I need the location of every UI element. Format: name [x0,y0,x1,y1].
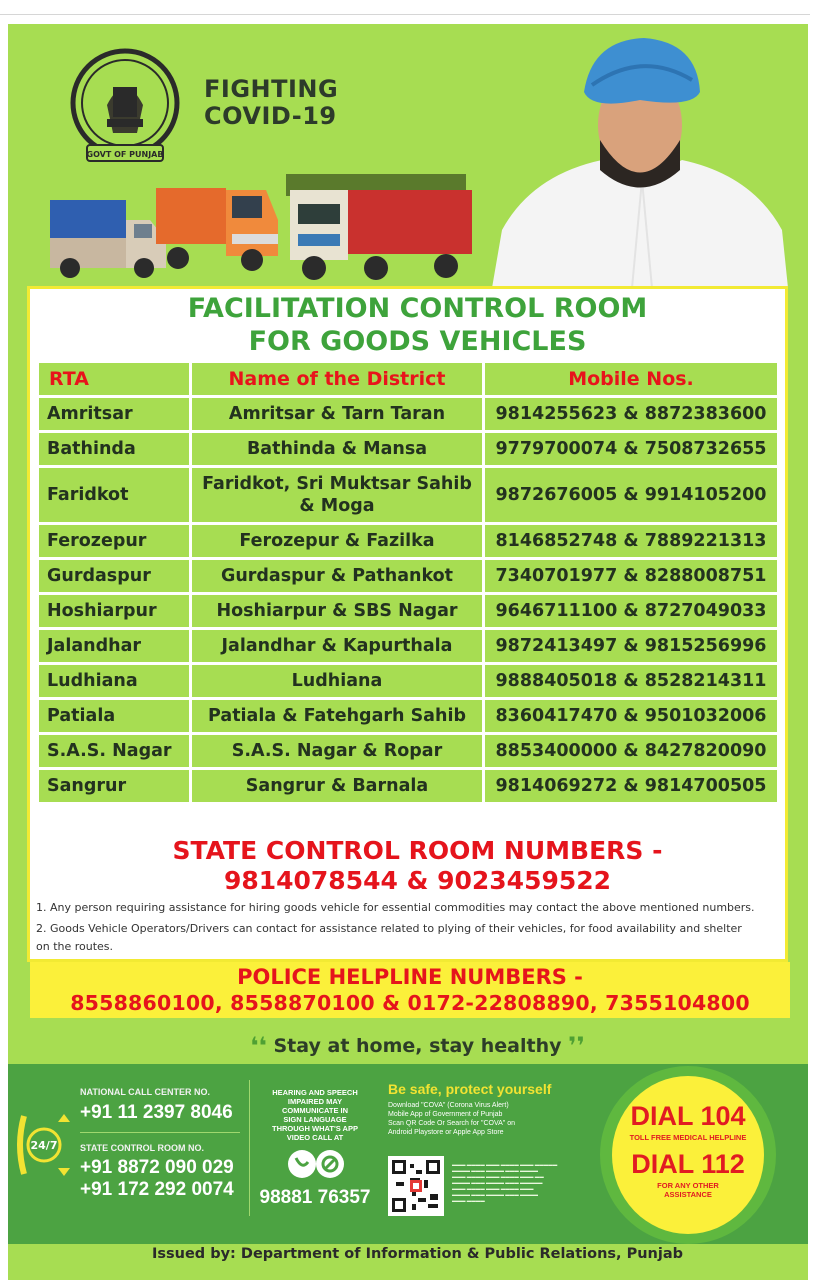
table-row [39,665,777,697]
fighting-line1: FIGHTING [204,75,339,103]
table-row [39,595,777,627]
chief-minister-portrait [492,30,788,288]
state-control-room-number-2: +91 172 292 0074 [80,1179,234,1200]
table-row [39,398,777,430]
district-cell: S.A.S. Nagar & Ropar [192,735,482,767]
table-row [39,630,777,662]
hearing-text-line: IMPAIRED MAY [287,1097,343,1106]
district-cell: Faridkot, Sri Muktsar Sahib & Moga [192,468,482,522]
table-header-row [39,363,777,395]
phone-24x7-icon [14,1106,76,1184]
note-2-continued: on the routes. [36,940,114,953]
hearing-text-line: VIDEO CALL AT [286,1133,344,1142]
dial-helpline-badge [612,1076,764,1234]
be-safe-title: Be safe, protect yourself [388,1081,552,1097]
mobile-cell: 9779700074 & 7508732655 [485,433,777,465]
fighting-line2: COVID-19 [204,102,337,130]
rta-cell: Gurdaspur [39,560,189,592]
open-quote-icon: ❛❛ [250,1032,267,1060]
cova-instruction-line: Mobile App of Government of Punjab [388,1111,503,1118]
whatsapp-video-icon [280,1148,350,1180]
state-control-room-number-1: +91 8872 090 029 [80,1157,234,1178]
table-row [39,770,777,802]
table-row [39,433,777,465]
column-header-mobile: Mobile Nos. [485,363,777,395]
table-row [39,700,777,732]
national-call-center-number: +91 11 2397 8046 [80,1102,233,1123]
emblem-label: GOVT OF PUNJAB [86,150,164,159]
district-cell: Bathinda & Mansa [192,433,482,465]
divider [249,1080,250,1216]
police-helpline-label: POLICE HELPLINE NUMBERS - [237,965,583,989]
cova-app-fine-print: ▬▬▬ ▬▬▬▬ ▬▬▬ ▬▬▬▬ ▬▬▬ ▬▬▬▬▬ ▬▬▬▬ ▬▬▬ ▬▬▬▬ ▬▬▬ ▬▬▬▬ ▬▬▬ ▬▬▬▬ ▬▬▬ ▬▬▬▬ ▬▬▬ ▬▬ ▬▬▬▬ ▬▬▬ ▬▬▬▬ ▬▬▬ ▬▬▬▬▬ ▬▬▬ ▬▬▬▬ ▬▬▬ ▬▬▬▬ ▬▬▬ ▬▬▬▬ ▬▬▬ ▬▬▬▬ ▬▬▬ ▬▬▬▬ ▬▬▬ ▬▬▬▬ [452,1162,558,1203]
police-helpline-numbers: 8558860100, 8558870100 & 0172-22808890, 7355104800 [70,991,750,1015]
issued-by-footer: Issued by: Department of Information & Public Relations, Punjab [151,1246,683,1262]
hearing-text-line: SIGN LANGUAGE [283,1115,347,1124]
mobile-cell: 9814069272 & 9814700505 [485,770,777,802]
rta-cell: Bathinda [39,433,189,465]
stay-home-text: Stay at home, stay healthy [273,1035,562,1057]
mobile-cell: 7340701977 & 8288008751 [485,560,777,592]
mobile-cell: 8360417470 & 9501032006 [485,700,777,732]
mobile-cell: 8853400000 & 8427820090 [485,735,777,767]
hearing-impaired-text [253,1088,377,1142]
mobile-cell: 9872413497 & 9815256996 [485,630,777,662]
hearing-text-line: COMMUNICATE IN [281,1106,349,1115]
police-helpline-banner [30,962,790,1018]
district-cell: Jalandhar & Kapurthala [192,630,482,662]
badge-24-7: 24/7 [30,1139,58,1152]
note-2: 2. Goods Vehicle Operators/Drivers can contact for assistance related to plying of their vehicles, for food availability and shelter [36,922,742,935]
dial-104-number: DIAL 104 [630,1101,746,1131]
column-header-district: Name of the District [192,363,482,395]
hearing-text-line: THROUGH WHAT'S APP [272,1124,358,1133]
rta-cell: Patiala [39,700,189,732]
cova-app-instructions [388,1101,594,1137]
cova-instruction-line: Scan QR Code Or Search for "COVA" on [388,1120,516,1127]
mobile-cell: 8146852748 & 7889221313 [485,525,777,557]
district-cell: Sangrur & Barnala [192,770,482,802]
district-cell: Gurdaspur & Pathankot [192,560,482,592]
rta-cell: Amritsar [39,398,189,430]
dial-112-caption-2: ASSISTANCE [664,1190,712,1199]
panel-title-line1: FACILITATION CONTROL ROOM [187,293,648,324]
note-1: 1. Any person requiring assistance for hiring goods vehicle for essential commodities may contact the above mentioned numbers. [36,901,755,914]
hearing-text-line: HEARING AND SPEECH [272,1088,358,1097]
table-body [39,398,777,802]
fighting-covid-title [204,76,338,130]
column-header-rta: RTA [39,363,189,395]
cova-qr-code-icon [388,1156,444,1216]
sign-language-block [253,1088,377,1208]
rta-contact-table [36,360,780,805]
rta-cell: Hoshiarpur [39,595,189,627]
cova-instruction-line: Download "COVA" (Corona Virus Alert) [388,1102,509,1109]
district-cell: Patiala & Fatehgarh Sahib [192,700,482,732]
mobile-cell: 9872676005 & 9914105200 [485,468,777,522]
state-control-room-label: STATE CONTROL ROOM NO. [80,1143,204,1153]
table-row [39,525,777,557]
rta-cell: Ferozepur [39,525,189,557]
panel-title-line2: FOR GOODS VEHICLES [248,326,587,357]
cova-app-block [388,1081,594,1137]
table-row [39,468,777,522]
table-row [39,735,777,767]
mobile-cell: 9646711100 & 8727049033 [485,595,777,627]
dial-112-number: DIAL 112 [631,1149,745,1179]
goods-vehicles-illustration [46,160,476,285]
page-top-rule [0,14,810,15]
district-cell: Amritsar & Tarn Taran [192,398,482,430]
state-control-label: STATE CONTROL ROOM NUMBERS - [172,836,663,865]
district-cell: Hoshiarpur & SBS Nagar [192,595,482,627]
rta-cell: S.A.S. Nagar [39,735,189,767]
stay-home-slogan [0,1032,835,1060]
video-call-number: 98881 76357 [259,1187,371,1208]
rta-cell: Sangrur [39,770,189,802]
call-center-block [80,1087,240,1201]
punjab-government-emblem [67,45,183,165]
district-cell: Ferozepur & Fazilka [192,525,482,557]
table-row [39,560,777,592]
rta-cell: Jalandhar [39,630,189,662]
dial-104-caption: TOLL FREE MEDICAL HELPLINE [629,1133,747,1142]
mobile-cell: 9888405018 & 8528214311 [485,665,777,697]
national-call-center-label: NATIONAL CALL CENTER NO. [80,1087,210,1097]
state-control-numbers: 9814078544 & 9023459522 [223,866,612,895]
cova-instruction-line: Android Playstore or Apple App Store [388,1129,504,1136]
rta-cell: Faridkot [39,468,189,522]
close-quote-icon: ❜❜ [568,1032,585,1060]
district-cell: Ludhiana [192,665,482,697]
rta-cell: Ludhiana [39,665,189,697]
dial-112-caption-1: FOR ANY OTHER [657,1181,719,1190]
mobile-cell: 9814255623 & 8872383600 [485,398,777,430]
